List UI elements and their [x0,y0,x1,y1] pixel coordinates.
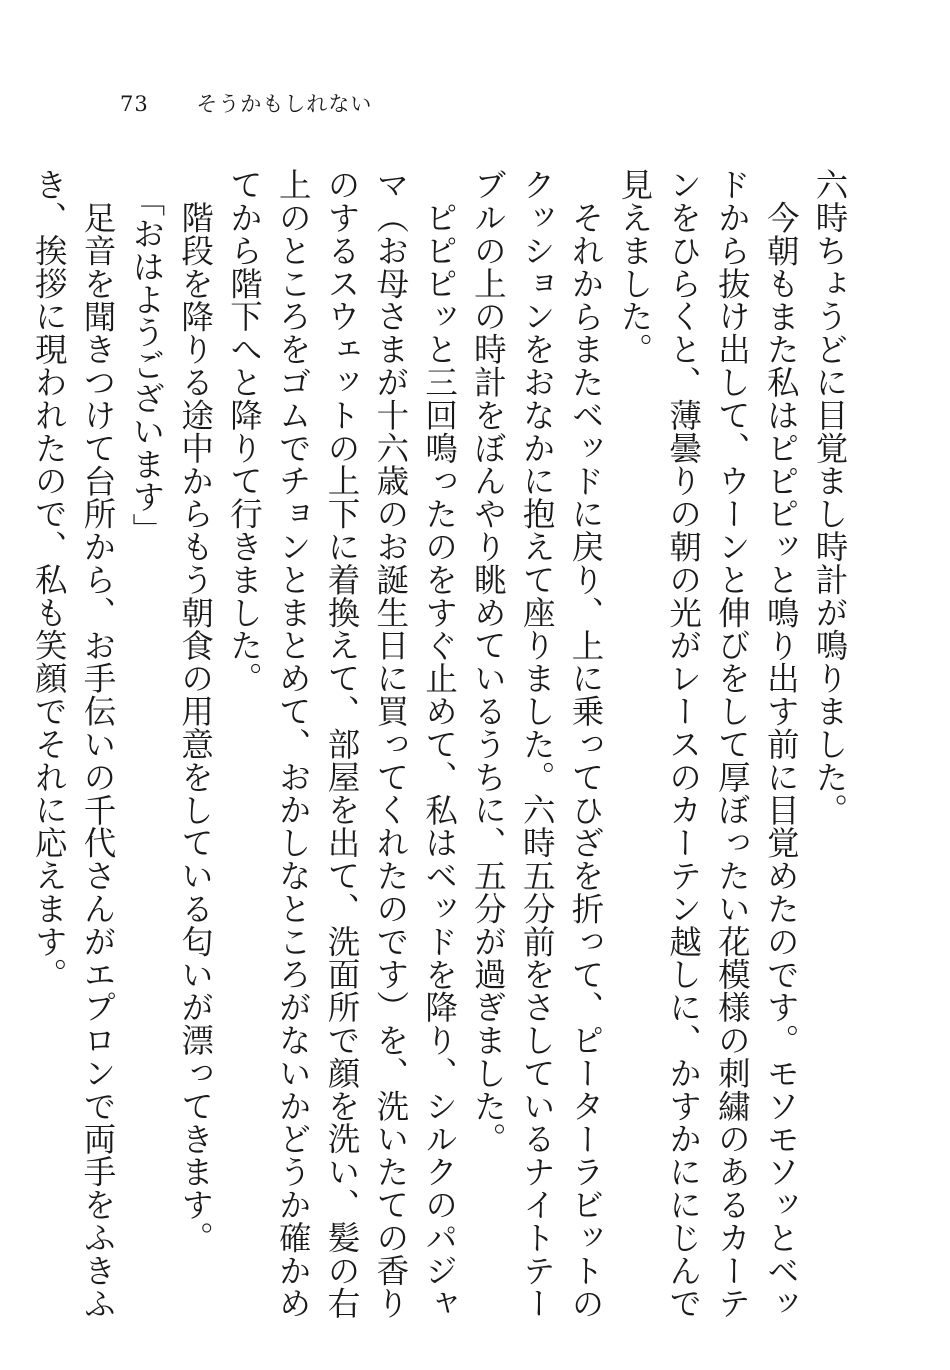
paragraph-1: 六時ちょうどに目覚まし時計が鳴りました。 [811,168,849,826]
body-text [30,168,854,1323]
paragraph-3: それからまたベッドに戻り、上に乗ってひざを折って、ピーターラビットのクッションをおなかに抱えて座りました。六時五分前をさしているナイトテーブルの上の時計をぼんやり眺めているうちに、五分が過ぎました。 [469,168,606,1320]
paragraph-4: ピピピッと三回鳴ったのをすぐ止めて、私はベッドを降り、シルクのパジャマ（お母さまが十六歳のお誕生日に買ってくれたのです）を、洗いたての香りのするスウェットの上下に着換えて、部屋を出て、洗面所で顔を洗い、髪の右上のところをゴムでチョンとまとめて、おかしなところがないかどうか確かめてから階下へと降りて行きました。 [225,168,459,1320]
paragraph-2: 今朝もまた私はピピピッと鳴り出す前に目覚めたのです。モソモソッとベッドから抜け出して、ウーンと伸びをして厚ぼったい花模様の刺繍のあるカーテンをひらくと、薄曇りの朝の光がレースのカーテン越しに、かすかににじんで見えました。 [615,168,801,1320]
page-number: 73 [120,92,149,116]
paragraph-6: 足音を聞きつけて台所から、お手伝いの千代さんがエプロンで両手をふきふき、挨拶に現われたので、私も笑顔でそれに応えます。 [30,168,118,1320]
page-header [120,88,372,118]
dialogue-line: 「おはようございます」 [127,184,166,547]
running-title: そうかもしれない [196,92,373,116]
paragraph-5: 階段を降りる途中からもう朝食の用意をしている匂いが漂ってきます。 [176,200,215,1254]
